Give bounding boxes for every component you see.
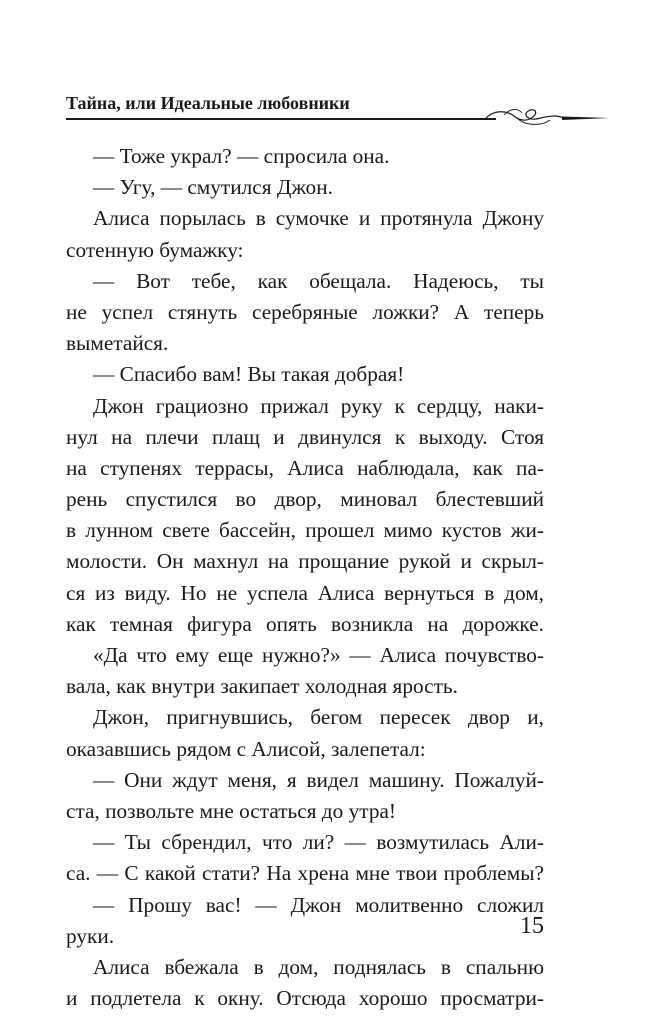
text-line: Джон грациозно прижал руку к сердцу, наки- [93,393,544,418]
text-line: — Они ждут меня, я видел машину. Пожалуй- [93,767,544,792]
text-line: са. — С какой стати? На хрена мне твои проблемы? [66,861,544,886]
text-line: молости. Он махнул на прощание рукой и скрыл- [66,549,544,574]
text-line: Алиса вбежала в дом, поднялась в спальню [93,954,544,979]
text-line: выметайся. [66,331,169,356]
text-line: не успел стянуть серебряные ложки? А теперь [66,299,544,324]
body-text [66,141,544,1014]
running-header [66,92,546,126]
text-line: ся из виду. Но не успела Алиса вернуться в дом, [66,580,544,605]
text-line: в лунном свете бассейн, прошел мимо кустов жи- [66,518,544,543]
page-number: 15 [520,913,544,939]
text-line: на ступенях террасы, Алиса наблюдала, как па- [66,455,544,480]
text-line: нул на плечи плащ и двинулся к выходу. Стоя [66,424,544,449]
text-line: вала, как внутри закипает холодная ярость. [66,674,458,699]
text-line: как темная фигура опять возникла на дорожке. [66,611,544,636]
scroll-flourish-ornament-icon [484,104,612,130]
text-line: — Прошу вас! — Джон молитвенно сложил [93,892,544,917]
text-line: руки. [66,923,115,948]
text-line: и подлетела к окну. Отсюда хорошо просматри- [66,986,544,1011]
text-line: сотенную бумажку: [66,237,244,262]
text-line: — Угу, — смутился Джон. [93,175,333,200]
text-line: Алиса порылась в сумочке и протянула Джону [93,206,544,231]
running-title: Тайна, или Идеальные любовники [66,93,350,113]
text-line: — Вот тебе, как обещала. Надеюсь, ты [93,268,544,293]
text-line: ста, позвольте мне остаться до утра! [66,798,397,823]
text-line: «Да что ему еще нужно?» — Алиса почувство- [93,643,544,667]
text-line: — Спасибо вам! Вы такая добрая! [93,362,405,387]
text-line: — Ты сбрендил, что ли? — возмутилась Али- [93,830,544,855]
text-line: — Тоже украл? — спросила она. [93,144,390,168]
text-line: рень спустился во двор, миновал блестевший [66,487,544,512]
header-rule [66,118,496,120]
text-line: оказавшись рядом с Алисой, залепетал: [66,736,426,761]
text-line: Джон, пригнувшись, бегом пересек двор и, [93,705,544,730]
